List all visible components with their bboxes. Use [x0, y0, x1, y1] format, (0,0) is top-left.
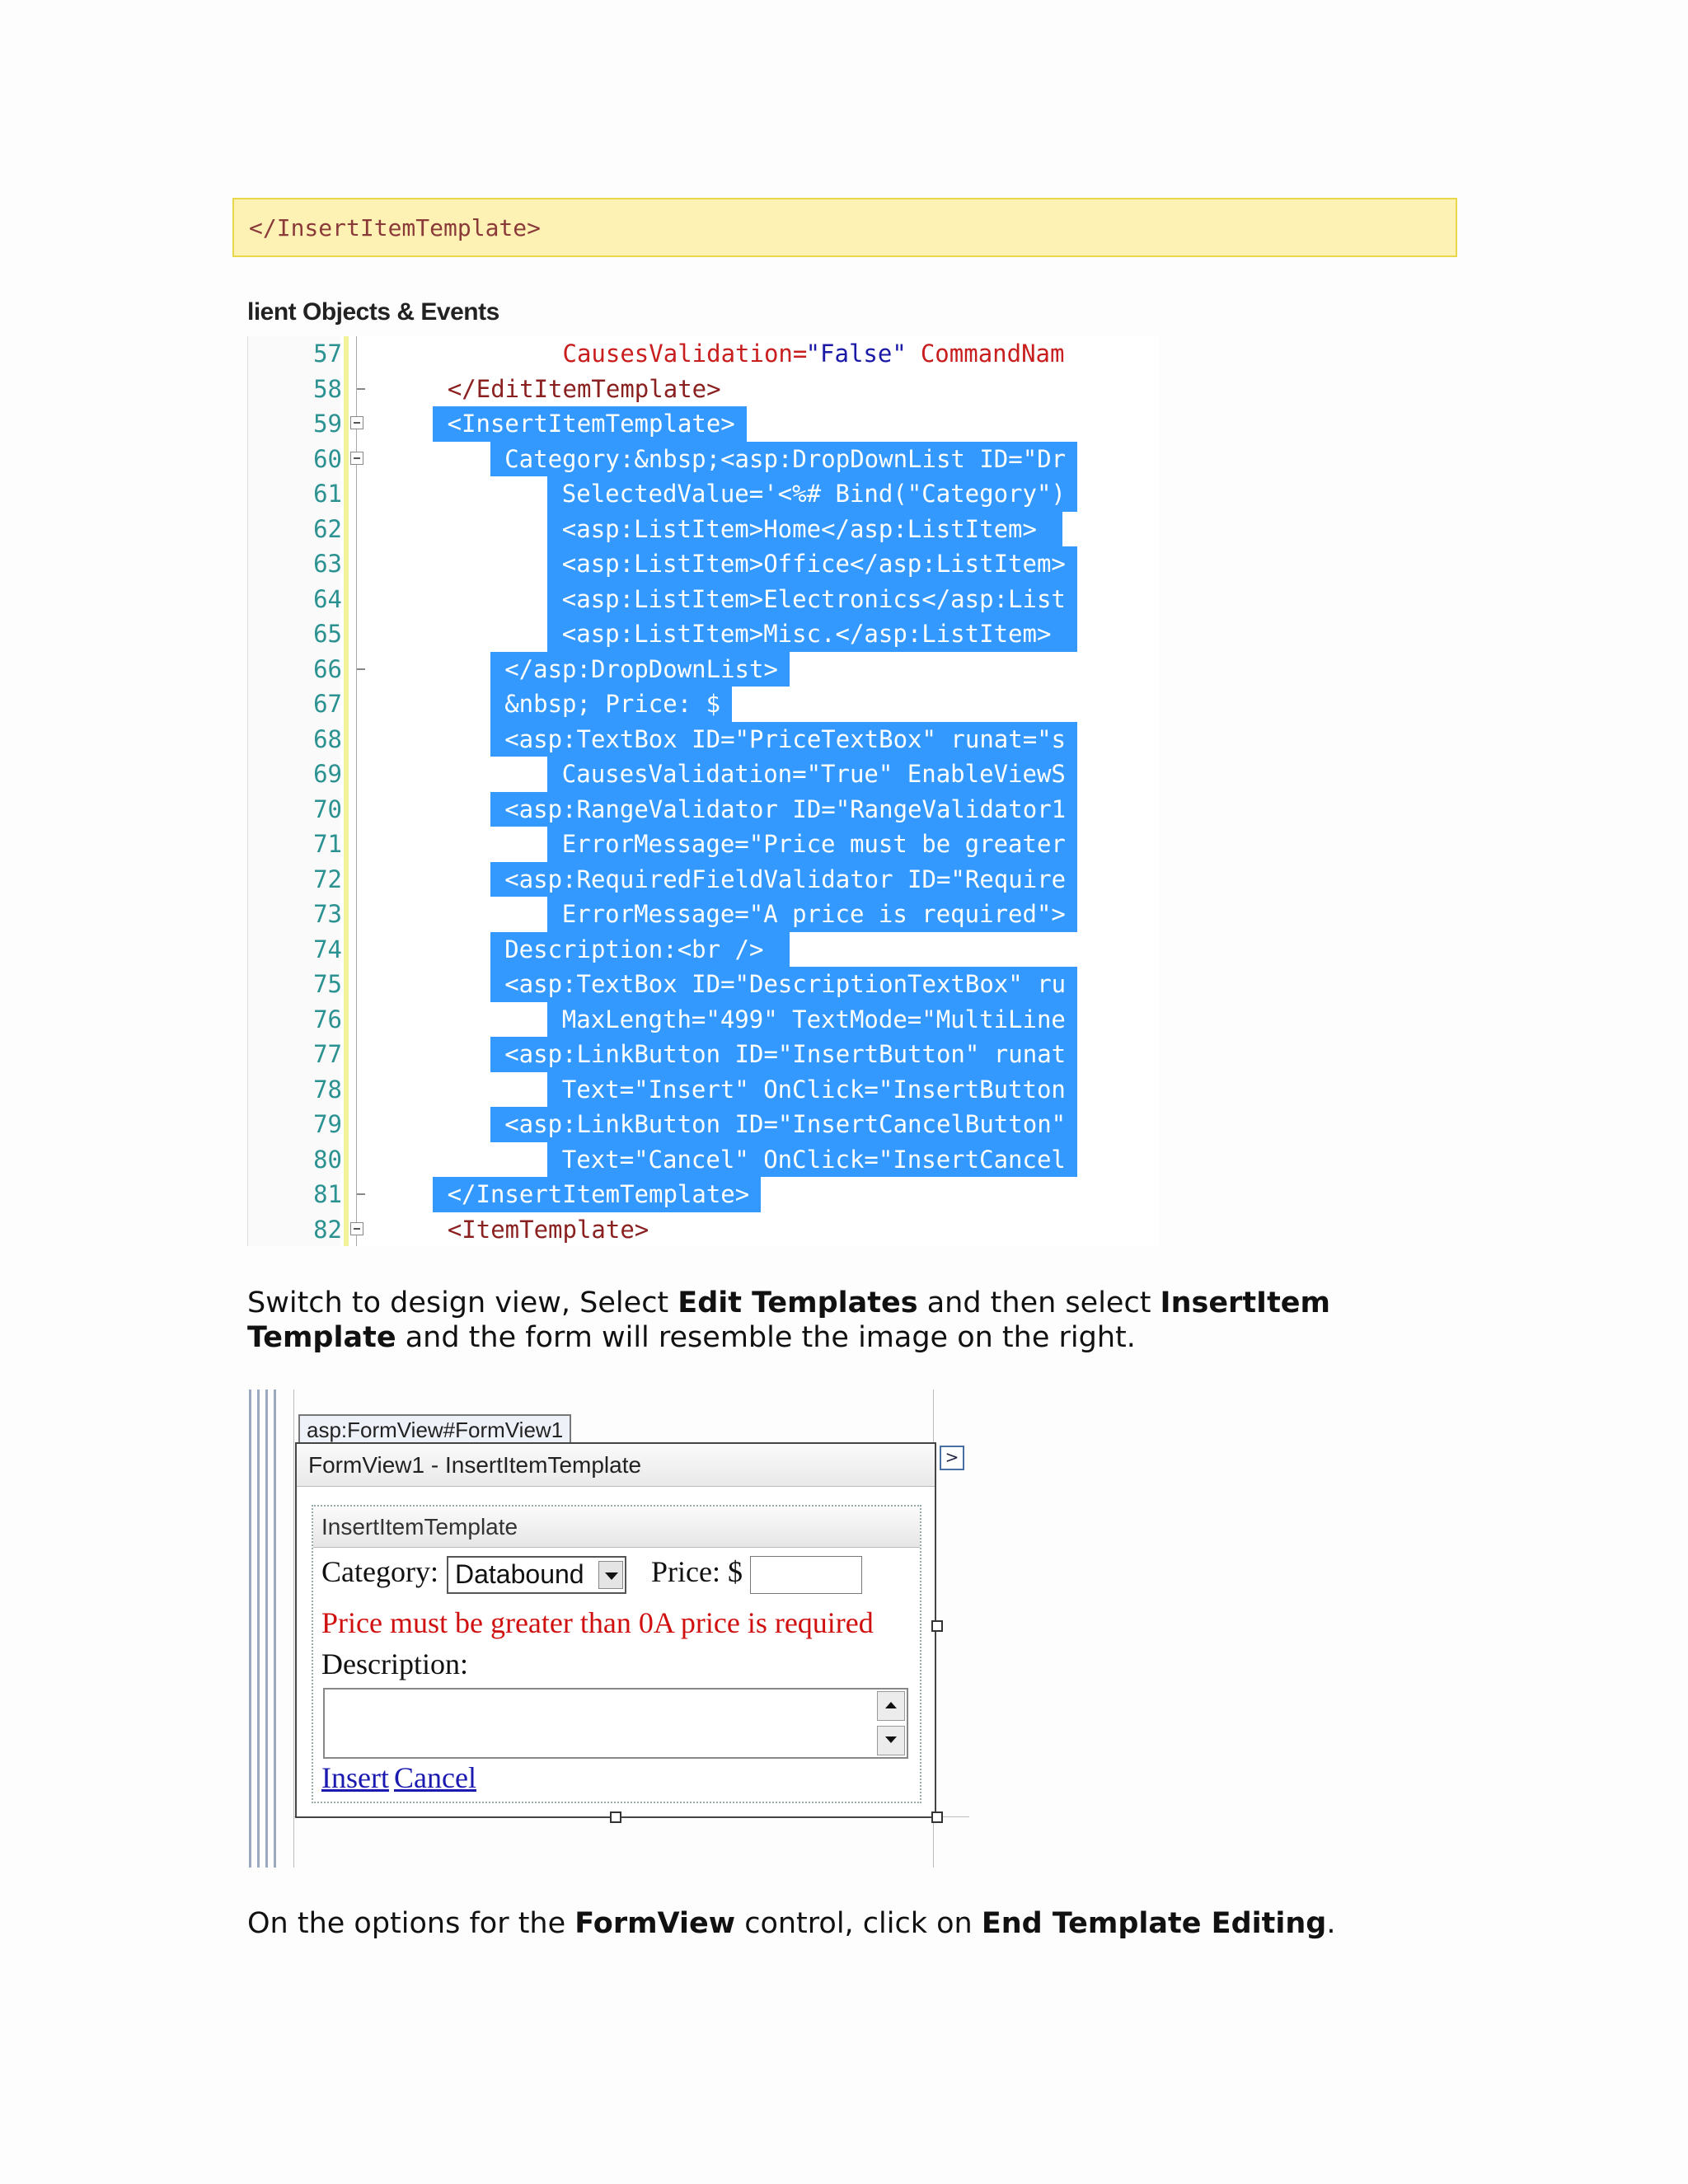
selected-code[interactable]: Text="Insert" OnClick="InsertButton [547, 1072, 1076, 1108]
code-text[interactable]: CausesValidation= [390, 340, 808, 368]
code-line [248, 476, 1158, 512]
code-line [248, 967, 1158, 1002]
smart-tag-chevron-icon[interactable]: > [940, 1446, 964, 1470]
panel-title: lient Objects & Events [247, 298, 499, 326]
p1-text-3: and the form will resemble the image on the right. [396, 1321, 1136, 1354]
selected-code[interactable]: Description:<br /> [490, 932, 790, 968]
insert-item-template [312, 1505, 921, 1803]
selected-code[interactable]: <asp:ListItem>Office</asp:ListItem> [547, 546, 1076, 582]
p2-text-3: . [1326, 1907, 1336, 1940]
line-number: 75 [313, 970, 342, 998]
line-number: 68 [313, 724, 342, 753]
code-line [248, 1002, 1158, 1038]
code-text[interactable]: </EditItemTemplate> [390, 374, 721, 403]
p2-text-2: control, click on [735, 1907, 982, 1940]
line-number: 57 [313, 340, 342, 368]
line-number: 81 [313, 1180, 342, 1208]
code-line [248, 932, 1158, 968]
validation-message: Price must be greater than 0A price is required [321, 1606, 874, 1639]
selected-code[interactable]: <asp:ListItem>Home</asp:ListItem> [547, 512, 1062, 547]
code-banner [232, 198, 1457, 257]
resize-handle-corner[interactable] [931, 1811, 943, 1823]
category-label: Category: [321, 1555, 438, 1588]
code-line [248, 372, 1158, 407]
code-text[interactable]: "False" [805, 340, 907, 368]
line-number: 66 [313, 654, 342, 683]
formview-control[interactable] [295, 1442, 936, 1818]
code-line [248, 827, 1158, 862]
selected-code[interactable]: &nbsp; Price: $ [490, 687, 732, 722]
code-line [248, 897, 1158, 932]
dropdown-arrow-icon[interactable] [598, 1561, 623, 1589]
p1-text-1: Switch to design view, Select [247, 1286, 678, 1319]
line-number: 74 [313, 935, 342, 963]
formview-header: FormView1 - InsertItemTemplate [297, 1444, 935, 1487]
code-line [248, 652, 1158, 687]
code-line [248, 757, 1158, 792]
p2-bold-2: End Template Editing [981, 1907, 1327, 1940]
line-number: 64 [313, 584, 342, 613]
p1-text-2: and then select [917, 1286, 1160, 1319]
line-number: 67 [313, 690, 342, 718]
code-line [248, 1037, 1158, 1072]
line-number: 60 [313, 444, 342, 473]
code-line [248, 616, 1158, 652]
line-number: 79 [313, 1110, 342, 1138]
selected-code[interactable]: MaxLength="499" TextMode="MultiLine [547, 1002, 1076, 1038]
selected-code[interactable]: SelectedValue='<%# Bind("Category") [547, 476, 1076, 512]
p2-text-1: On the options for the [247, 1907, 575, 1940]
collapse-icon[interactable] [350, 452, 363, 465]
line-number: 78 [313, 1075, 342, 1104]
selected-code[interactable]: CausesValidation="True" EnableViewS [547, 757, 1076, 792]
selected-code[interactable]: <asp:ListItem>Misc.</asp:ListItem> [547, 616, 1076, 652]
code-line [248, 722, 1158, 757]
selected-code[interactable]: <asp:LinkButton ID="InsertCancelButton" [490, 1107, 1077, 1142]
designer-margin-bars [247, 1390, 279, 1868]
line-number: 61 [313, 480, 342, 508]
resize-handle-bottom[interactable] [610, 1811, 621, 1823]
code-line [248, 1177, 1158, 1212]
code-line [248, 442, 1158, 477]
selected-code[interactable]: <asp:LinkButton ID="InsertButton" runat [490, 1037, 1077, 1072]
insert-link[interactable]: Insert [321, 1761, 389, 1794]
template-header: InsertItemTemplate [313, 1507, 920, 1548]
line-number: 63 [313, 550, 342, 578]
line-number: 76 [313, 1005, 342, 1033]
formview-designer [247, 1390, 973, 1868]
instruction-paragraph-2 [247, 1906, 1484, 1941]
line-number: 77 [313, 1040, 342, 1068]
scroll-down-icon[interactable] [877, 1726, 905, 1755]
selected-code[interactable]: </asp:DropDownList> [490, 652, 790, 687]
resize-handle-right[interactable] [931, 1620, 943, 1632]
line-number: 82 [313, 1215, 342, 1244]
collapse-icon[interactable] [350, 416, 363, 429]
scroll-up-icon[interactable] [877, 1691, 905, 1721]
selected-code[interactable]: Category:&nbsp;<asp:DropDownList ID="Dr [490, 442, 1077, 477]
line-number: 70 [313, 794, 342, 823]
description-textarea[interactable] [323, 1688, 908, 1759]
control-tag[interactable]: asp:FormView#FormView1 [298, 1414, 571, 1444]
cancel-link[interactable]: Cancel [394, 1761, 476, 1794]
line-number: 73 [313, 900, 342, 928]
price-input[interactable] [750, 1556, 862, 1594]
line-number: 71 [313, 830, 342, 858]
code-line [248, 1072, 1158, 1108]
code-line [248, 792, 1158, 827]
code-text[interactable]: CommandNam [906, 340, 1065, 368]
code-text[interactable]: <ItemTemplate> [390, 1215, 649, 1244]
code-line [248, 1212, 1158, 1247]
selected-code[interactable]: <asp:RangeValidator ID="RangeValidator1 [490, 792, 1077, 827]
code-line [248, 687, 1158, 722]
selected-code[interactable]: ErrorMessage="Price must be greater [547, 827, 1076, 862]
selected-code[interactable]: ErrorMessage="A price is required"> [547, 897, 1076, 932]
selected-code[interactable]: <asp:TextBox ID="PriceTextBox" runat="s [490, 722, 1077, 757]
line-number: 65 [313, 620, 342, 648]
line-number: 59 [313, 410, 342, 438]
category-dropdown[interactable] [447, 1556, 626, 1594]
selected-code[interactable]: <asp:ListItem>Electronics</asp:List [547, 582, 1076, 617]
code-line [248, 546, 1158, 582]
code-line [248, 862, 1158, 898]
selected-code[interactable]: <InsertItemTemplate> [433, 406, 747, 442]
code-line [248, 1107, 1158, 1142]
collapse-icon[interactable] [350, 1222, 363, 1235]
line-number: 72 [313, 865, 342, 893]
price-label: Price: $ [651, 1555, 743, 1588]
code-line [248, 406, 1158, 442]
selected-code[interactable]: <asp:TextBox ID="DescriptionTextBox" ru [490, 967, 1077, 1002]
selected-code[interactable]: </InsertItemTemplate> [433, 1177, 761, 1212]
description-label: Description: [321, 1647, 468, 1680]
line-number: 69 [313, 760, 342, 788]
p2-bold-1: FormView [574, 1907, 736, 1940]
code-line [248, 512, 1158, 547]
code-line [248, 582, 1158, 617]
code-line [248, 336, 1158, 372]
line-number: 62 [313, 514, 342, 543]
line-number: 80 [313, 1145, 342, 1174]
line-number: 58 [313, 374, 342, 403]
code-editor [247, 336, 1158, 1246]
category-value: Databound [455, 1559, 584, 1589]
p1-bold-1: Edit Templates [678, 1286, 918, 1319]
instruction-paragraph-1 [247, 1286, 1484, 1355]
selected-code[interactable]: <asp:RequiredFieldValidator ID="Require [490, 862, 1077, 898]
code-banner-text: </InsertItemTemplate> [249, 214, 542, 241]
p1-bold-2: InsertItem Template [247, 1286, 1331, 1354]
selected-code[interactable]: Text="Cancel" OnClick="InsertCancel [547, 1142, 1076, 1178]
code-line [248, 1142, 1158, 1178]
